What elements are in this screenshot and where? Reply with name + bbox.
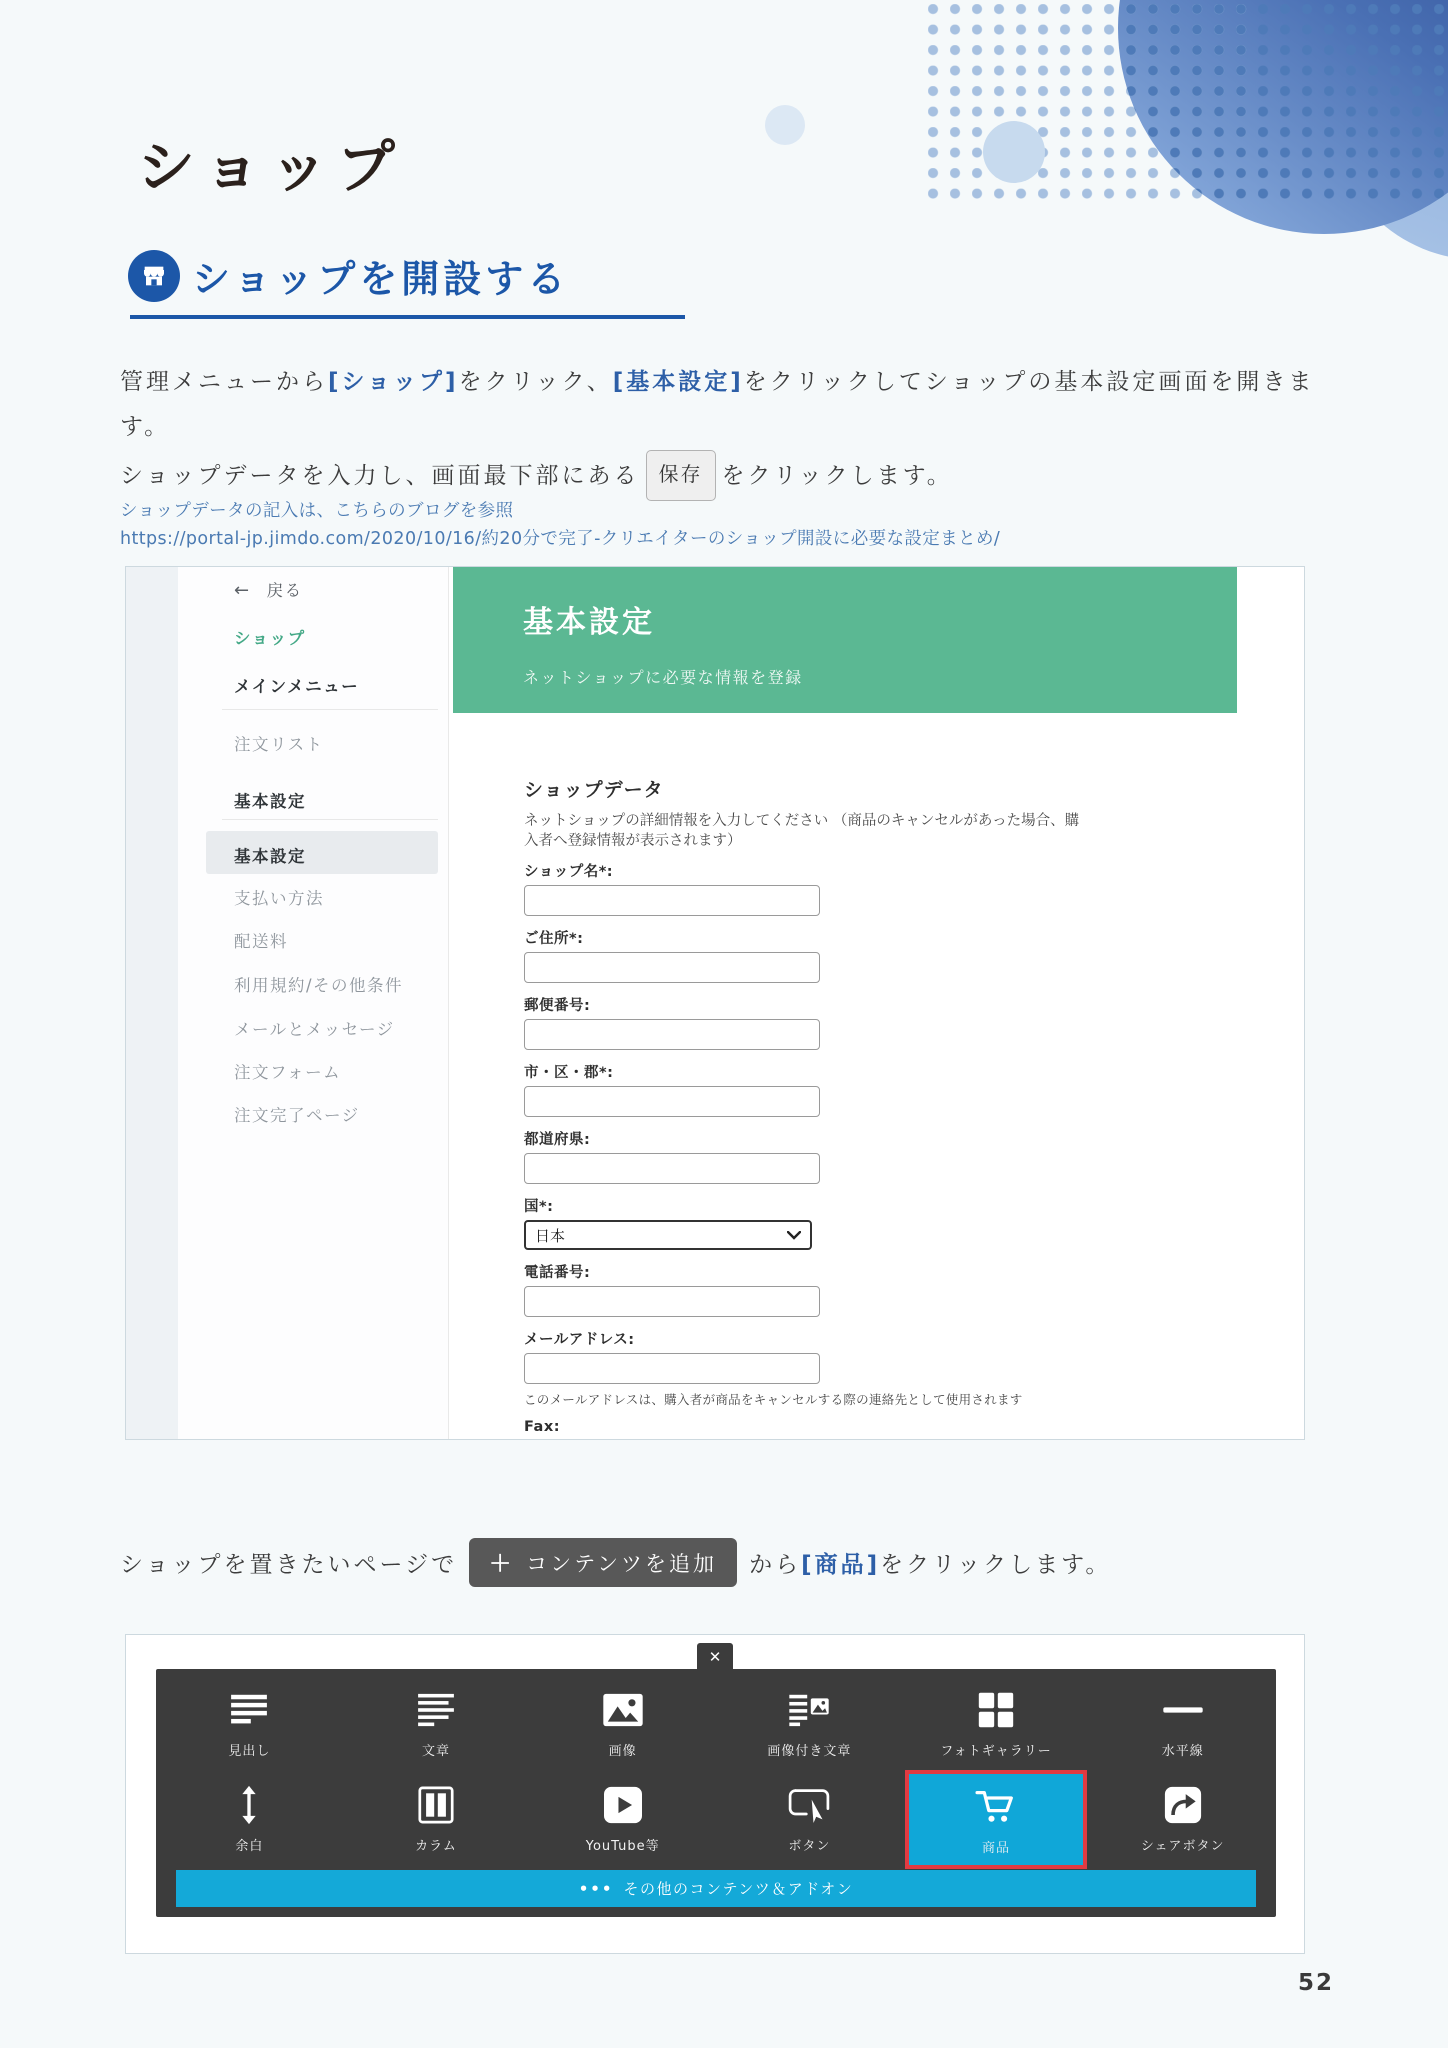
palette-row-1 <box>156 1679 1276 1769</box>
sidebar-item-payment-methods[interactable]: 支払い方法 <box>234 889 324 908</box>
photo-gallery-icon <box>977 1689 1015 1731</box>
tile-text[interactable]: 文章 <box>343 1679 530 1769</box>
fax-input[interactable] <box>524 1439 820 1440</box>
sidebar-item-order-complete-page[interactable]: 注文完了ページ <box>234 1106 360 1125</box>
shop-menu-ref: [ショップ] <box>328 369 459 395</box>
chevron-down-icon <box>787 1231 801 1240</box>
field-postal-code <box>524 994 1164 1050</box>
decor-dot-grid-dark <box>928 4 1448 208</box>
tile-text-with-image[interactable]: 画像付き文章 <box>716 1679 903 1769</box>
country-select-value: 日本 <box>535 1226 566 1245</box>
sidebar-divider <box>222 709 438 710</box>
close-icon: ✕ <box>708 1647 722 1666</box>
country-select[interactable] <box>524 1220 812 1250</box>
step2-text: をクリックします。 <box>880 1552 1112 1578</box>
shopping-cart-icon <box>975 1786 1017 1828</box>
more-contents-label: その他のコンテンツ＆アドオン <box>623 1880 854 1898</box>
field-label: 市・区・郡*: <box>524 1065 614 1081</box>
page-title: ショップ <box>137 133 404 201</box>
intro-text: ショップデータを入力し、画面最下部にある <box>120 463 640 489</box>
content-palette <box>156 1669 1276 1917</box>
field-label: メールアドレス: <box>524 1332 635 1348</box>
field-label: Fax: <box>524 1419 560 1435</box>
sidebar-item-terms[interactable]: 利用規約/その他条件 <box>234 976 404 995</box>
tile-columns[interactable]: カラム <box>343 1769 530 1869</box>
email-note: このメールアドレスは、購入者が商品をキャンセルする際の連絡先として使用されます <box>524 1392 1023 1407</box>
text-with-image-icon <box>788 1689 830 1731</box>
sidebar-item-basic-settings-group[interactable]: 基本設定 <box>234 792 306 811</box>
section-title: ショップを開設する <box>192 257 570 301</box>
shop-data-form <box>524 775 1164 1440</box>
spacer-arrows-icon <box>239 1784 259 1826</box>
tile-product[interactable] <box>903 1769 1090 1869</box>
intro-text: 管理メニューから <box>120 369 328 395</box>
field-shop-name <box>524 860 1164 916</box>
intro-text: をクリックします。 <box>721 463 953 489</box>
basic-settings-title: 基本設定 <box>523 605 655 640</box>
tile-image[interactable]: 画像 <box>529 1679 716 1769</box>
shop-name-input[interactable] <box>524 885 820 916</box>
step2-text: ショップを置きたいページで <box>120 1552 458 1578</box>
add-content-label: コンテンツを追加 <box>526 1551 718 1576</box>
field-label: 郵便番号: <box>524 998 591 1014</box>
field-label: ショップ名*: <box>524 864 614 880</box>
sidebar-item-order-list[interactable]: 注文リスト <box>234 735 324 754</box>
field-phone <box>524 1261 1164 1317</box>
step2-text: から <box>749 1552 802 1578</box>
phone-input[interactable] <box>524 1286 820 1317</box>
ellipsis-icon: ••• <box>578 1879 614 1898</box>
sidebar-item-shop[interactable]: ショップ <box>234 629 306 648</box>
screenshot-edge-strip <box>126 567 178 1439</box>
intro-paragraph <box>120 360 1325 501</box>
plus-icon: ＋ <box>489 1552 515 1577</box>
tile-heading[interactable]: 見出し <box>156 1679 343 1769</box>
tile-photo-gallery[interactable]: フォトギャラリー <box>903 1679 1090 1769</box>
sidebar-item-order-form[interactable]: 注文フォーム <box>234 1063 342 1082</box>
field-label: 電話番号: <box>524 1265 591 1281</box>
blog-reference-link[interactable] <box>120 497 1000 553</box>
sidebar-item-mail-messages[interactable]: メールとメッセージ <box>234 1020 395 1039</box>
prefecture-input[interactable] <box>524 1153 820 1184</box>
field-prefecture <box>524 1128 1164 1184</box>
sidebar-divider <box>222 819 438 820</box>
field-label: ご住所*: <box>524 931 584 947</box>
product-highlight-box[interactable]: 商品 <box>905 1770 1087 1869</box>
palette-screenshot <box>125 1634 1305 1954</box>
field-label: 都道府県: <box>524 1132 591 1148</box>
admin-screenshot <box>125 566 1305 1440</box>
save-button[interactable]: 保存 <box>646 450 716 501</box>
tile-spacer[interactable]: 余白 <box>156 1769 343 1869</box>
decor-circle-light <box>1330 0 1448 260</box>
postal-code-input[interactable] <box>524 1019 820 1050</box>
field-country <box>524 1195 1164 1250</box>
image-icon <box>602 1689 644 1731</box>
storefront-icon <box>128 250 180 302</box>
columns-icon <box>418 1784 454 1826</box>
section-underline <box>130 315 685 319</box>
form-section-title: ショップデータ <box>524 779 664 801</box>
email-input[interactable] <box>524 1353 820 1384</box>
sidebar-item-main-menu[interactable]: メインメニュー <box>234 677 360 696</box>
tile-share-button[interactable]: シェアボタン <box>1089 1769 1276 1869</box>
more-contents-bar[interactable] <box>176 1870 1256 1907</box>
blog-link-caption[interactable]: ショップデータの記入は、こちらのブログを参照 <box>120 501 514 521</box>
sidebar-back-button[interactable]: ← 戻る <box>234 580 303 601</box>
play-video-icon <box>603 1784 643 1826</box>
basic-settings-header <box>453 567 1237 713</box>
decor-circle-blue <box>1118 0 1448 234</box>
palette-row-2 <box>156 1769 1276 1869</box>
intro-text: をクリックしてショップの基本設定画面を開きます。 <box>120 369 1315 440</box>
sidebar-item-basic-settings-active[interactable]: 基本設定 <box>234 847 306 866</box>
basic-settings-subtitle: ネットショップに必要な情報を登録 <box>523 668 803 687</box>
horizontal-line-icon <box>1161 1689 1205 1731</box>
button-cursor-icon <box>788 1784 830 1826</box>
address-input[interactable] <box>524 952 820 983</box>
intro-text: をクリック、 <box>458 369 613 395</box>
share-arrow-icon <box>1164 1784 1202 1826</box>
tile-horizontal-line[interactable]: 水平線 <box>1089 1679 1276 1769</box>
field-city <box>524 1061 1164 1117</box>
tile-youtube[interactable]: YouTube等 <box>529 1769 716 1869</box>
decor-circle-small <box>983 121 1045 183</box>
tile-button[interactable]: ボタン <box>716 1769 903 1869</box>
back-arrow-icon: ← <box>234 580 251 601</box>
admin-sidebar <box>178 567 449 1439</box>
field-fax <box>524 1419 1164 1440</box>
page-number: 52 <box>1298 1970 1335 1996</box>
form-description: ネットショップの詳細情報を入力してください （商品のキャンセルがあった場合、購入者へ登録情報が表示されます） <box>524 813 1080 849</box>
city-input[interactable] <box>524 1086 820 1117</box>
field-email <box>524 1328 1164 1408</box>
section-heading <box>128 248 569 303</box>
step2-instruction <box>120 1538 1111 1587</box>
heading-lines-icon <box>229 1689 269 1731</box>
basic-settings-ref: [基本設定] <box>612 369 744 395</box>
blog-link-url[interactable]: https://portal-jp.jimdo.com/2020/10/16/約20分で完了-クリエイターのショップ開設に必要な設定まとめ/ <box>120 529 1001 549</box>
close-button[interactable] <box>697 1643 733 1670</box>
text-lines-icon <box>416 1689 456 1731</box>
field-label: 国*: <box>524 1199 554 1215</box>
product-ref: [商品] <box>801 1552 881 1578</box>
add-content-button[interactable] <box>469 1538 737 1587</box>
field-address <box>524 927 1164 983</box>
decor-circle-tiny <box>765 105 805 145</box>
sidebar-item-shipping[interactable]: 配送料 <box>234 932 288 951</box>
decor-dot-grid <box>928 4 1258 208</box>
